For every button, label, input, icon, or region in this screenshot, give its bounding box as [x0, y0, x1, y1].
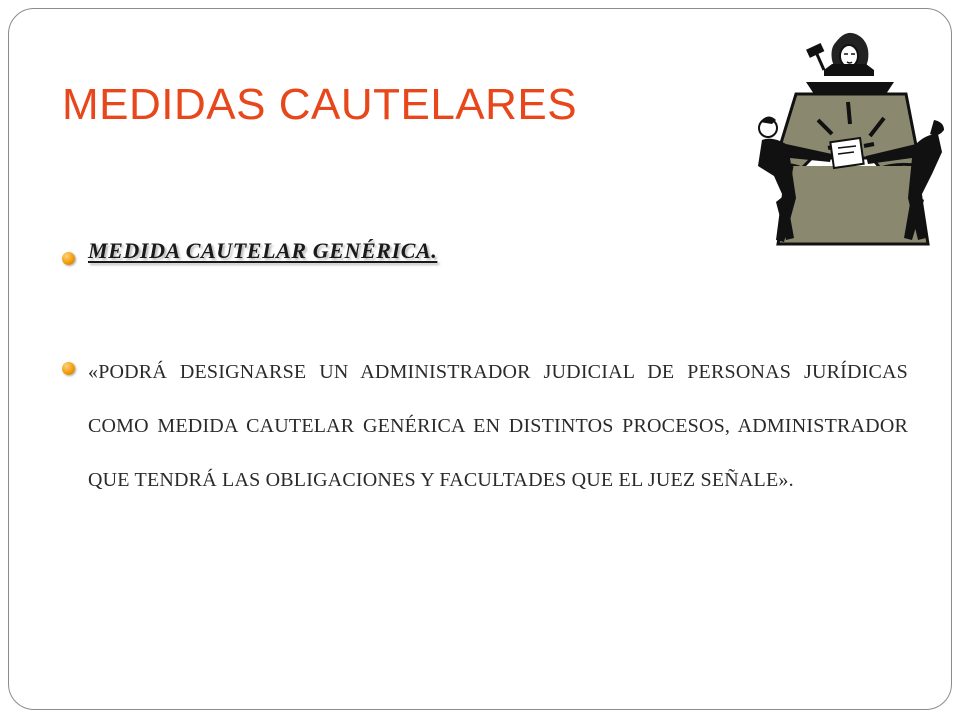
bullet-item-heading — [62, 238, 908, 298]
judge-figure — [824, 33, 874, 76]
document-icon — [830, 138, 863, 168]
section-heading: MEDIDA CAUTELAR GENÉRICA. — [88, 238, 438, 263]
quote-text: «PODRÁ DESIGNARSE UN ADMINISTRADOR JUDICIAL DE PERSONAS JURÍDICAS COMO MEDIDA CAUTELAR GENÉRICA EN DISTINTOS PROCESOS, ADMINISTRADOR QUE TENDRÁ LAS OBLIGACIONES Y FACULTADES QUE EL JUEZ SEÑALE». — [88, 361, 908, 491]
slide-title: MEDIDAS CAUTELARES — [62, 80, 578, 129]
bullet-dot-icon — [62, 252, 75, 265]
judge-courtroom-illustration — [748, 24, 948, 274]
gavel-icon — [806, 43, 824, 70]
bullet-item-quote — [62, 345, 908, 507]
bullet-list — [62, 238, 908, 507]
bullet-dot-icon — [62, 362, 75, 375]
